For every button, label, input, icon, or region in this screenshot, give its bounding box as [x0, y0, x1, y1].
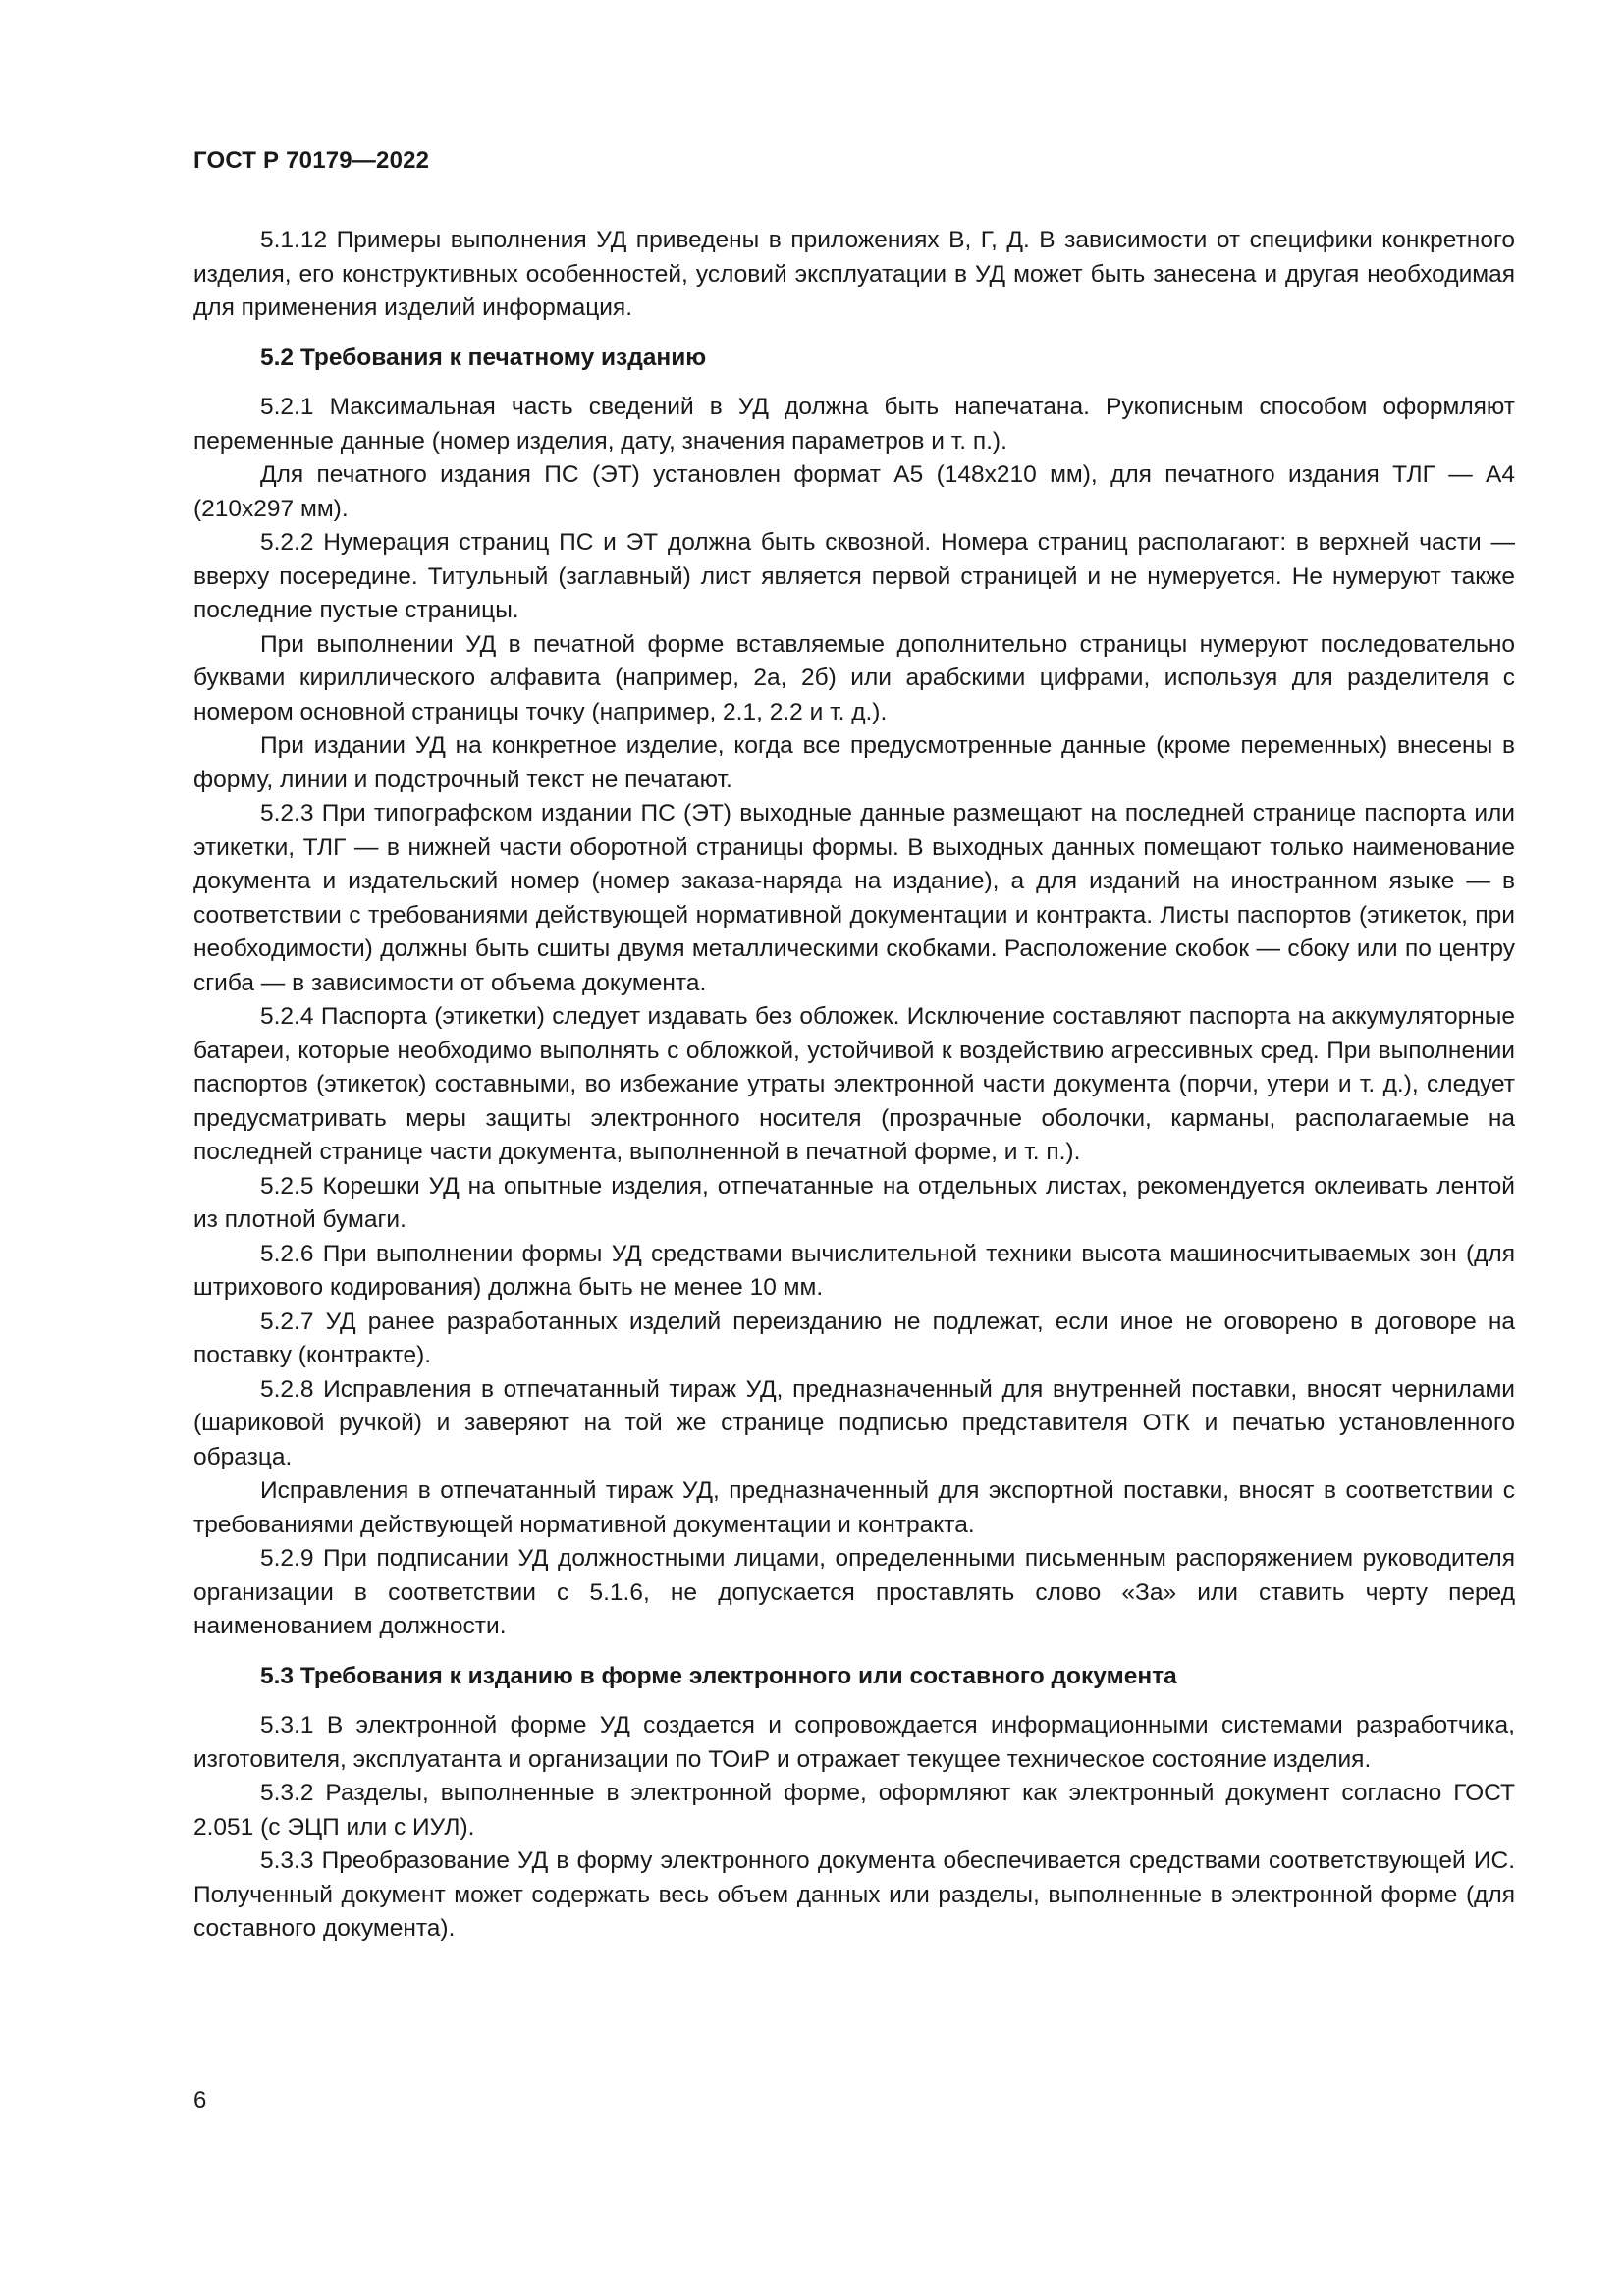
paragraph-5-2-4: 5.2.4 Паспорта (этикетки) следует издавать без обложек. Исключение составляют паспорта на аккумуляторные батареи, которые необходимо выполнять с обложкой, устойчивой к воздействию агрессивных сред. При выполнении паспортов (этикеток) составными, во избежание утраты электронной части документа (порчи, утери и т. д.), следует предусматривать меры защиты электронного носителя (прозрачные оболочки, карманы, располагаемые на последней странице части документа, выполненной в печатной форме, и т. п.).: [193, 1003, 1515, 1165]
paragraph-5-2-7: 5.2.7 УД ранее разработанных изделий переизданию не подлежат, если иное не оговорено в договоре на поставку (контракте).: [193, 1308, 1515, 1368]
section-heading-5-2: 5.2 Требования к печатному изданию: [260, 344, 707, 371]
paragraph-5-2-8-export: Исправления в отпечатанный тираж УД, предназначенный для экспортной поставки, вносят в соответствии с требованиями действующей нормативной документации и контракта.: [193, 1477, 1515, 1538]
paragraph-5-2-9: 5.2.9 При подписании УД должностными лицами, определенными письменным распоряжением руководителя организации в соответствии с 5.1.6, не допускается проставлять слово «За» или ставить черту перед наименованием должности.: [193, 1545, 1515, 1639]
document-body: [193, 224, 1515, 1947]
paragraph-5-2-2: 5.2.2 Нумерация страниц ПС и ЭТ должна быть сквозной. Номера страниц располагают: в верхней части — вверху посередине. Титульный (заглавный) лист является первой страницей и не нумеруется. Не нумеруют также последние пустые страницы.: [193, 529, 1515, 623]
paragraph-5-3-2: 5.3.2 Разделы, выполненные в электронной форме, оформляют как электронный документ согласно ГОСТ 2.051 (с ЭЦП или с ИУЛ).: [193, 1780, 1515, 1841]
document-header: ГОСТ Р 70179—2022: [193, 147, 430, 174]
paragraph-5-2-8: 5.2.8 Исправления в отпечатанный тираж УД, предназначенный для внутренней поставки, вносят чернилами (шариковой ручкой) и заверяют на той же странице подписью представителя ОТК и печатью установленного образца.: [193, 1375, 1515, 1470]
paragraph-5-2-6: 5.2.6 При выполнении формы УД средствами вычислительной техники высота машиносчитываемых зон (для штрихового кодирования) должна быть не менее 10 мм.: [193, 1240, 1515, 1301]
paragraph-5-2-2-specific-item: При издании УД на конкретное изделие, когда все предусмотренные данные (кроме переменных) внесены в форму, линии и подстрочный текст не печатают.: [193, 732, 1515, 793]
paragraph-5-2-3: 5.2.3 При типографском издании ПС (ЭТ) выходные данные размещают на последней странице паспорта или этикетки, ТЛГ — в нижней части оборотной страницы формы. В выходных данных помещают только наименование документа и издательский номер (номер заказа-наряда на издание), а для изданий на иностранном языке — в соответствии с требованиями действующей нормативной документации и контракта. Листы паспортов (этикеток, при необходимости) должны быть сшиты двумя металлическими скобками. Расположение скобок — сбоку или по центру сгиба — в зависимости от объема документа.: [193, 800, 1515, 996]
paragraph-5-2-1-format: Для печатного издания ПС (ЭТ) установлен формат А5 (148x210 мм), для печатного издания ТЛГ — А4 (210x297 мм).: [193, 461, 1515, 522]
paragraph-5-3-3: 5.3.3 Преобразование УД в форму электронного документа обеспечивается средствами соответствующей ИС. Полученный документ может содержать весь объем данных или разделы, выполненные в электронной форме (для составного документа).: [193, 1847, 1515, 1942]
paragraph-5-2-5: 5.2.5 Корешки УД на опытные изделия, отпечатанные на отдельных листах, рекомендуется оклеивать лентой из плотной бумаги.: [193, 1172, 1515, 1233]
paragraph-5-2-2-insert-pages: При выполнении УД в печатной форме вставляемые дополнительно страницы нумеруют последовательно буквами кириллического алфавита (например, 2а, 2б) или арабскими цифрами, используя для разделителя с номером основной страницы точку (например, 2.1, 2.2 и т. д.).: [193, 630, 1515, 725]
paragraph-5-3-1: 5.3.1 В электронной форме УД создается и сопровождается информационными системами разработчика, изготовителя, эксплуатанта и организации по ТОиР и отражает текущее техническое состояние изделия.: [193, 1712, 1515, 1773]
paragraph-5-2-1: 5.2.1 Максимальная часть сведений в УД должна быть напечатана. Рукописным способом оформляют переменные данные (номер изделия, дату, значения параметров и т. п.).: [193, 394, 1515, 454]
paragraph-5-1-12: 5.1.12 Примеры выполнения УД приведены в приложениях В, Г, Д. В зависимости от специфики конкретного изделия, его конструктивных особенностей, условий эксплуатации в УД может быть занесена и другая необходимая для применения изделий информация.: [193, 227, 1515, 321]
section-heading-5-3: 5.3 Требования к изданию в форме электронного или составного документа: [260, 1662, 1177, 1689]
page-number: 6: [193, 2087, 207, 2113]
